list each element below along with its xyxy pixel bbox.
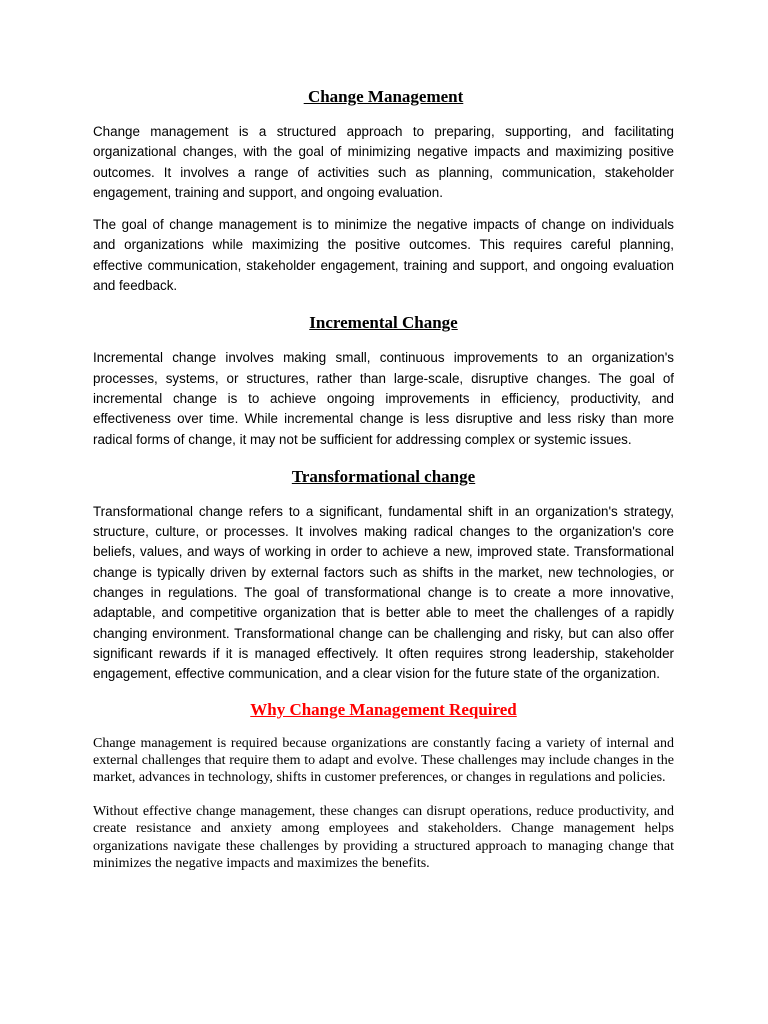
paragraph-transformational-change: Transformational change refers to a significant, fundamental shift in an organization's strategy, structure, culture, or processes. It involves making radical changes to the organization's core beliefs, values, and ways of working in order to achieve a new, improved state. Transformational change is typically driven by external factors such as shifts in the market, new technologies, or changes in regulations. The goal of transformational change is to create a more innovative, adaptable, and competitive organization that is better able to meet the challenges of a rapidly changing environment. Transformational change can be challenging and risky, but can also offer significant rewards if it is managed effectively. It often requires strong leadership, stakeholder engagement, effective communication, and a clear vision for the future state of the organization.: [93, 503, 674, 682]
heading-transformational-change: Transformational change: [291, 466, 476, 486]
paragraph-without-change-management: Without effective change management, these changes can disrupt operations, reduce productivity, and create resistance and anxiety among employees and stakeholders. Change management helps organizations navigate these challenges by providing a structured approach to managing change that minimizes the negative impacts and maximizes the benefits.: [93, 804, 674, 871]
paragraph-change-management-definition: Change management is a structured approach to preparing, supporting, and facilitating organizational changes, with the goal of minimizing negative impacts and maximizing positive outcomes. It involves a range of activities such as planning, communication, stakeholder engagement, training and support, and ongoing evaluation.: [93, 124, 674, 200]
heading-change-management: Change Management: [303, 87, 464, 106]
document-body: [93, 86, 674, 872]
paragraph-why-required: Change management is required because organizations are constantly facing a variety of internal and external challenges that require them to adapt and evolve. These challenges may include changes in the market, advances in technology, shifts in customer preferences, or changes in regulations and policies.: [93, 735, 674, 785]
paragraph-change-management-goal: The goal of change management is to minimize the negative impacts of change on individuals and organizations while maximizing the positive outcomes. This requires careful planning, effective communication, stakeholder engagement, training and support, and ongoing evaluation and feedback.: [93, 217, 674, 294]
heading-why-change-management-required: Why Change Management Required: [250, 699, 517, 719]
paragraph-incremental-change: Incremental change involves making small, continuous improvements to an organization's processes, systems, or structures, rather than large-scale, disruptive changes. The goal of incremental change is to achieve ongoing improvements in efficiency, productivity, and effectiveness over time. While incremental change is less disruptive and less risky than more radical forms of change, it may not be sufficient for addressing complex or systemic issues.: [93, 350, 674, 447]
heading-incremental-change: Incremental Change: [309, 313, 458, 333]
